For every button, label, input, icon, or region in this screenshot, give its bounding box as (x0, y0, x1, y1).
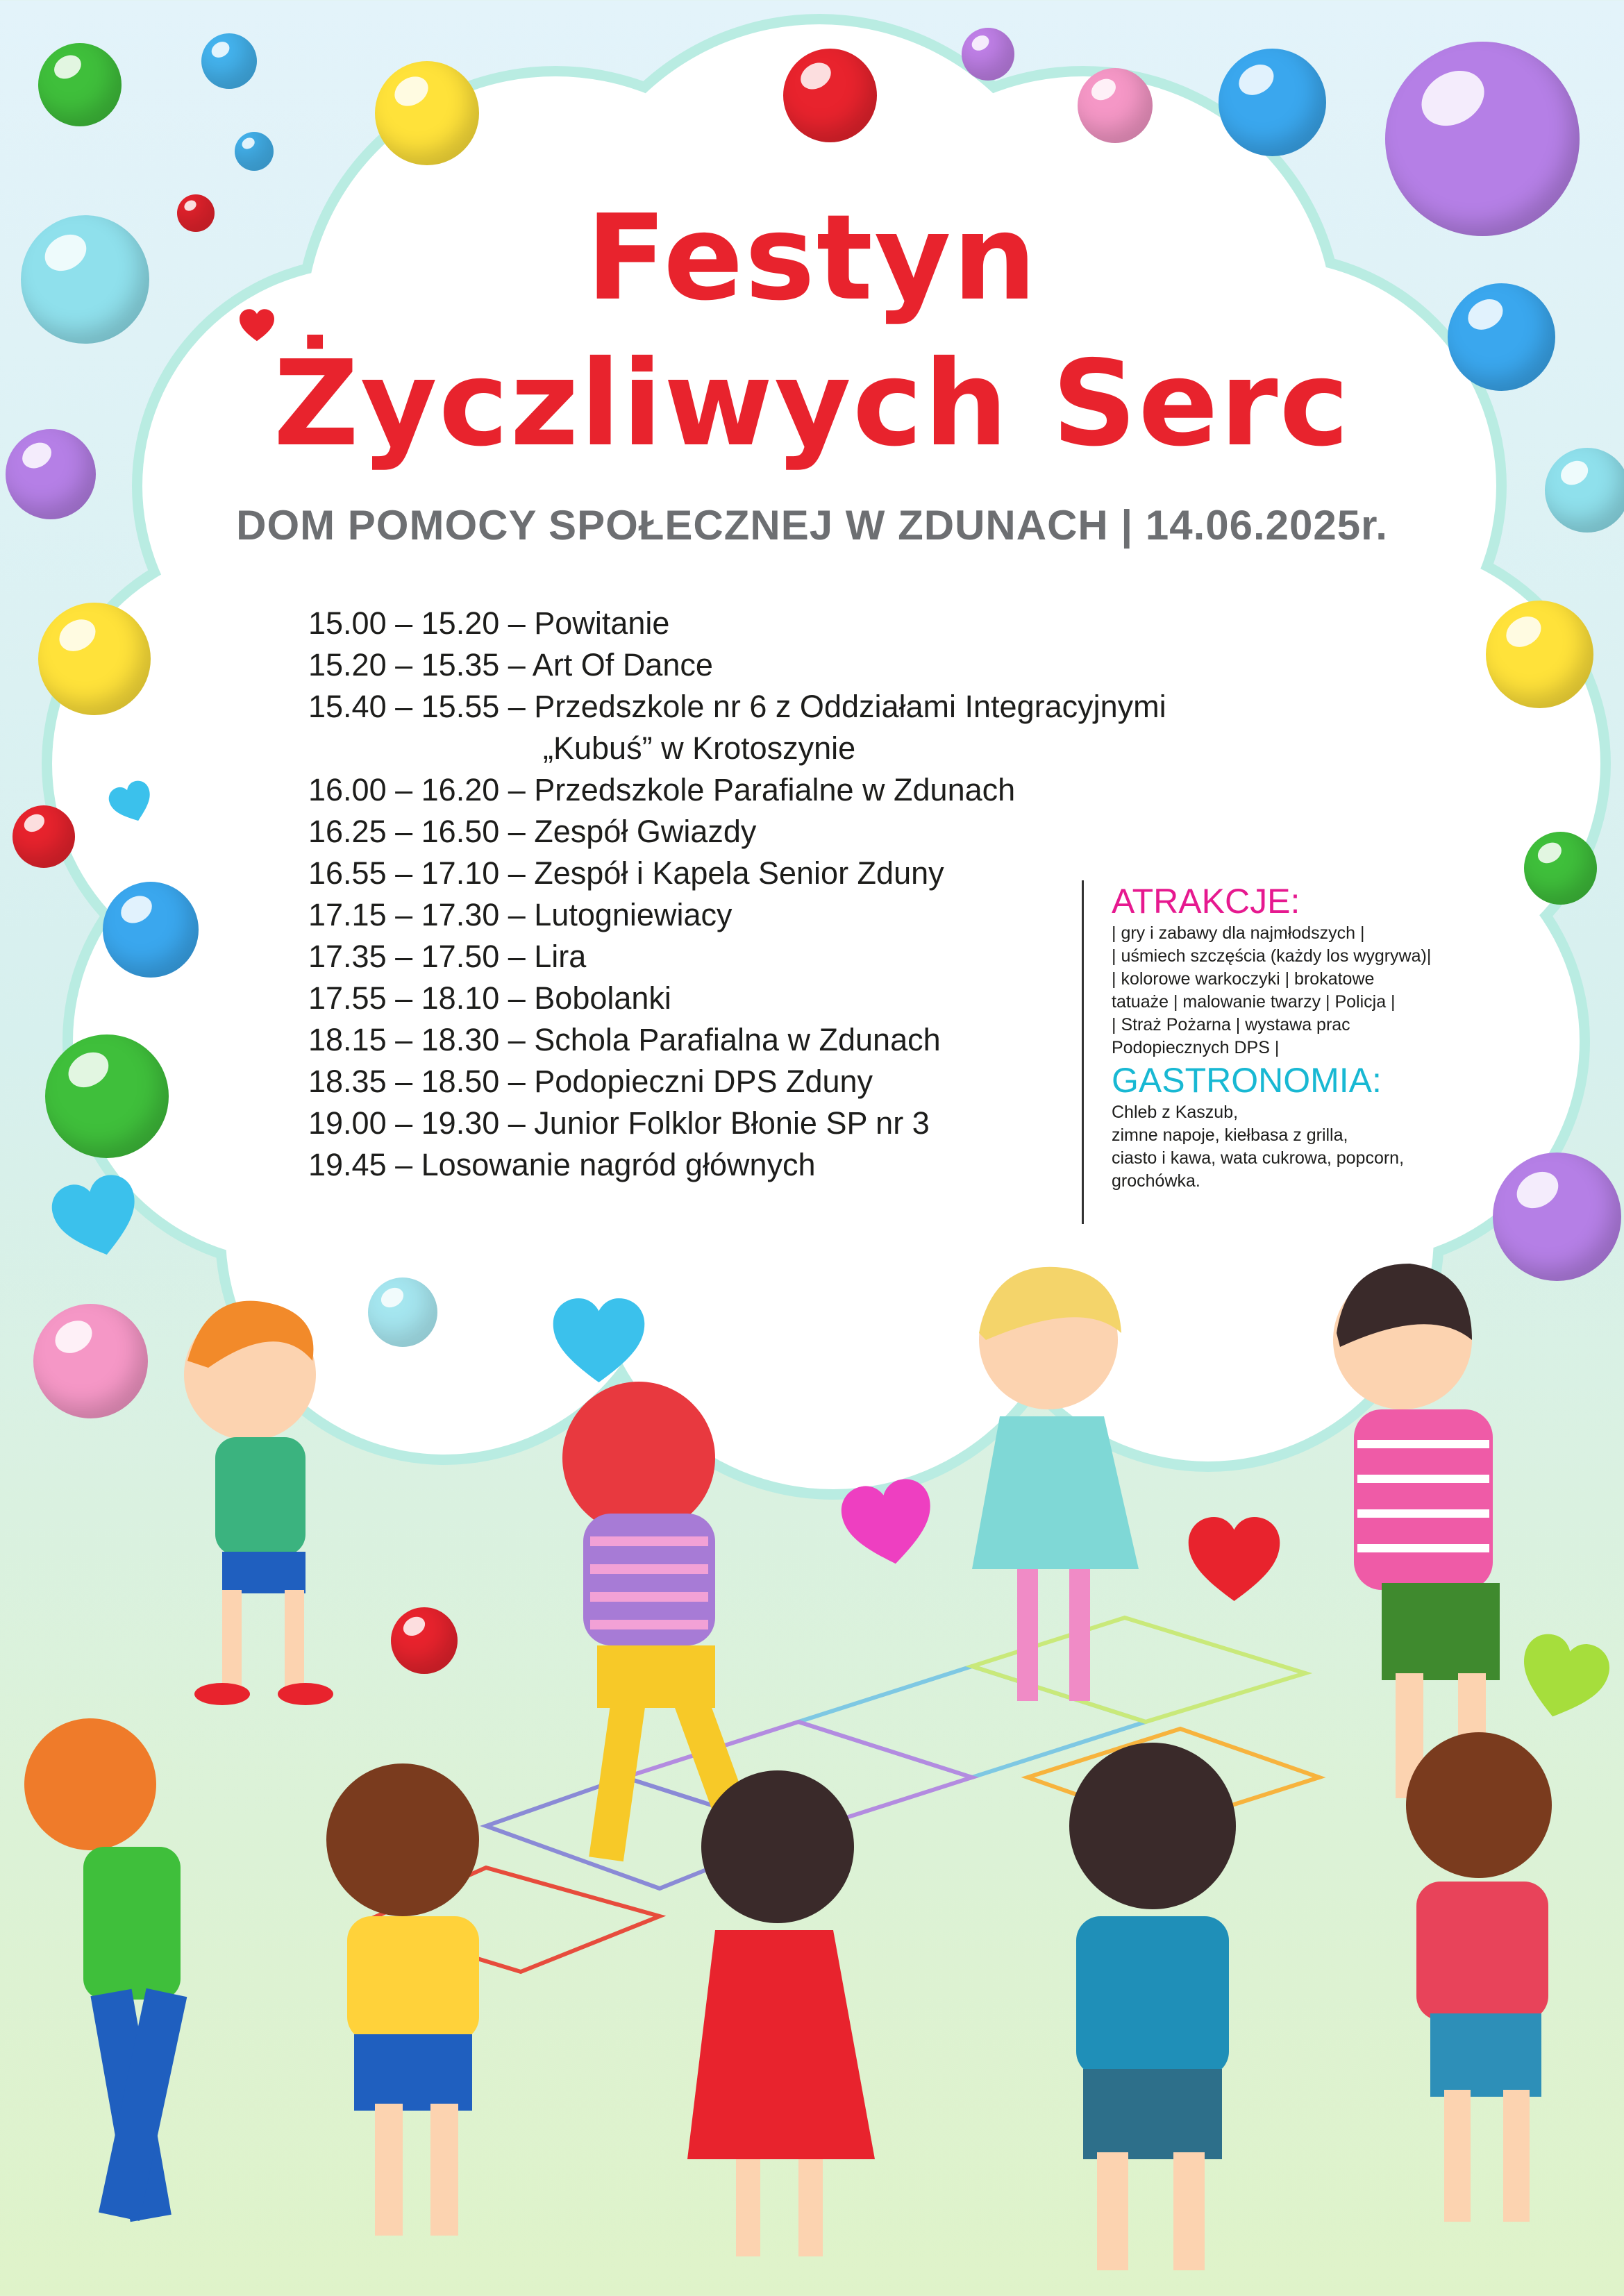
schedule-item: 16.55 – 17.10 – Zespół i Kapela Senior Zduny (308, 855, 944, 891)
schedule-item-continuation: „Kubuś” w Krotoszynie (543, 730, 856, 766)
bubble-blue (103, 882, 199, 978)
attractions-line: | kolorowe warkoczyki | brokatowe (1112, 969, 1375, 989)
bubble-green (1524, 832, 1597, 905)
bubble-blue (235, 132, 274, 171)
schedule-item: 18.35 – 18.50 – Podopieczni DPS Zduny (308, 1064, 873, 1099)
schedule-item: 19.45 – Losowanie nagród głównych (308, 1147, 816, 1182)
bubble-purple (962, 28, 1014, 81)
bubble-red (783, 49, 877, 142)
schedule-item: 16.00 – 16.20 – Przedszkole Parafialne w Zdunach (308, 772, 1016, 807)
bubble-yellow (1486, 601, 1593, 708)
bubble-yellow (38, 603, 151, 715)
page-title-line2: Życzliwych Serc (273, 335, 1351, 473)
gastronomy-line: ciasto i kawa, wata cukrowa, popcorn, (1112, 1148, 1405, 1168)
children-illustration (0, 1236, 1624, 2296)
gastronomy-heading: GASTRONOMIA: (1112, 1061, 1382, 1100)
bubble-blue (1219, 49, 1326, 156)
event-subtitle: DOM POMOCY SPOŁECZNEJ W ZDUNACH | 14.06.2025r. (236, 502, 1388, 548)
schedule-item: 15.20 – 15.35 – Art Of Dance (308, 647, 713, 682)
page-title-line1: Festyn (586, 190, 1038, 327)
schedule-item: 17.55 – 18.10 – Bobolanki (308, 980, 671, 1016)
schedule-item: 17.35 – 17.50 – Lira (308, 939, 587, 974)
schedule-item: 18.15 – 18.30 – Schola Parafialna w Zdunach (308, 1022, 941, 1057)
schedule-item: 16.25 – 16.50 – Zespół Gwiazdy (308, 814, 757, 849)
bubble-green (45, 1034, 169, 1158)
attractions-line: | Straż Pożarna | wystawa prac (1112, 1015, 1350, 1034)
bubble-blue (201, 33, 257, 89)
bubble-red (12, 805, 75, 868)
attractions-line: | gry i zabawy dla najmłodszych | (1112, 923, 1365, 943)
gastronomy-line: grochówka. (1112, 1171, 1200, 1191)
gastronomy-line: zimne napoje, kiełbasa z grilla, (1112, 1125, 1348, 1145)
attractions-line: tatuaże | malowanie twarzy | Policja | (1112, 992, 1396, 1012)
schedule-item: 19.00 – 19.30 – Junior Folklor Błonie SP nr 3 (308, 1105, 930, 1141)
attractions-heading: ATRAKCJE: (1112, 882, 1300, 921)
bubble-pink (1078, 68, 1153, 143)
schedule-item: 15.00 – 15.20 – Powitanie (308, 605, 670, 641)
schedule-item: 17.15 – 17.30 – Lutogniewiacy (308, 897, 733, 932)
bubble-green (38, 43, 122, 126)
bubble-yellow (375, 61, 479, 165)
attractions-line: | uśmiech szczęścia (każdy los wygrywa)| (1112, 946, 1432, 966)
attractions-line: Podopiecznych DPS | (1112, 1038, 1280, 1057)
gastronomy-line: Chleb z Kaszub, (1112, 1103, 1239, 1122)
side-info-panel (1082, 880, 1528, 1224)
schedule-item: 15.40 – 15.55 – Przedszkole nr 6 z Oddziałami Integracyjnymi (308, 689, 1166, 724)
